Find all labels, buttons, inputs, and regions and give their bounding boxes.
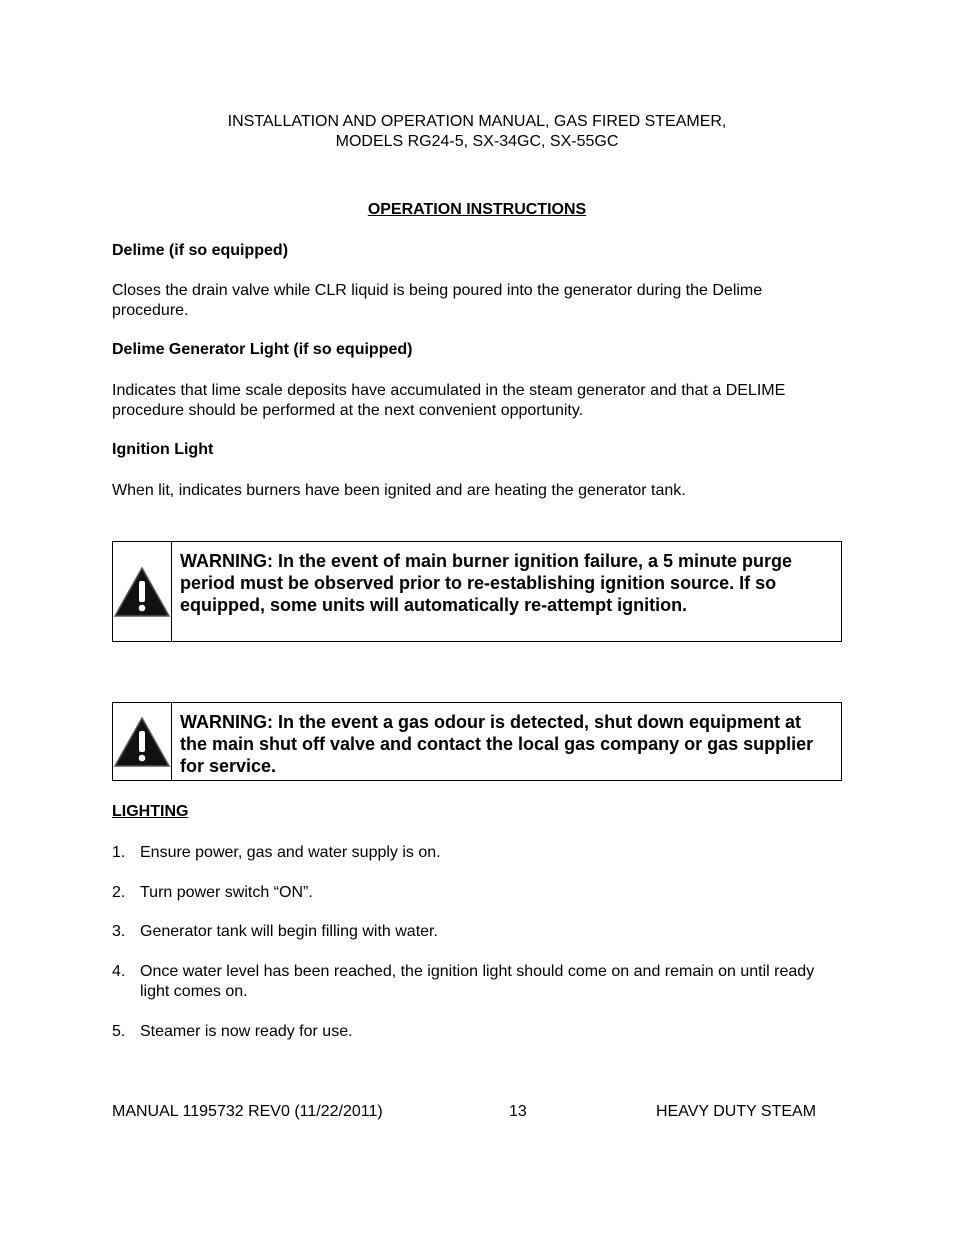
header-line-2: MODELS RG24-5, SX-34GC, SX-55GC bbox=[335, 133, 619, 150]
warning-box-ignition bbox=[112, 541, 842, 642]
item-title-ignition-light: Ignition Light bbox=[112, 441, 214, 458]
step-number: 5. bbox=[112, 1023, 126, 1040]
header-line-1: INSTALLATION AND OPERATION MANUAL, GAS FIRED STEAMER, bbox=[227, 113, 727, 130]
footer-manual: MANUAL 1195732 REV0 (11/22/2011) bbox=[112, 1103, 383, 1120]
warning-icon-cell bbox=[113, 542, 172, 641]
item-title-delime: Delime (if so equipped) bbox=[112, 242, 289, 259]
item-text-delime-generator-light: Indicates that lime scale deposits have accumulated in the steam generator and that a DELIME procedure should be performed at the next convenient opportunity. bbox=[112, 382, 786, 419]
warning-icon-cell bbox=[113, 703, 172, 780]
step-text: Turn power switch “ON”. bbox=[140, 884, 313, 901]
item-text-delime: Closes the drain valve while CLR liquid is being poured into the generator during the Delime procedure. bbox=[112, 282, 763, 319]
step-text: Once water level has been reached, the ignition light should come on and remain on until ready light comes on. bbox=[140, 963, 815, 1000]
document-header bbox=[0, 112, 954, 152]
list-item bbox=[112, 883, 842, 903]
warning-triangle-icon bbox=[113, 566, 171, 618]
footer-brand: HEAVY DUTY STEAM bbox=[656, 1103, 817, 1120]
list-item bbox=[112, 1022, 842, 1042]
warning-box-gas-odour bbox=[112, 702, 842, 781]
lighting-title: LIGHTING bbox=[112, 803, 189, 820]
item-title-delime-generator-light: Delime Generator Light (if so equipped) bbox=[112, 341, 413, 358]
step-text: Ensure power, gas and water supply is on. bbox=[140, 844, 441, 861]
step-text: Steamer is now ready for use. bbox=[140, 1023, 353, 1040]
section-title: OPERATION INSTRUCTIONS bbox=[367, 201, 587, 218]
list-item bbox=[112, 962, 842, 1002]
step-number: 2. bbox=[112, 884, 126, 901]
step-number: 3. bbox=[112, 923, 126, 940]
step-text: Generator tank will begin filling with water. bbox=[140, 923, 438, 940]
step-number: 1. bbox=[112, 844, 126, 861]
warning-triangle-icon bbox=[113, 716, 171, 768]
warning-text-gas-odour: WARNING: In the event a gas odour is detected, shut down equipment at the main shut off valve and contact the local gas company or gas supplier for service. bbox=[180, 712, 814, 776]
warning-text-ignition: WARNING: In the event of main burner ignition failure, a 5 minute purge period must be observed prior to re-establishing ignition source. If so equipped, some units will automatically re-attempt ignition. bbox=[180, 551, 793, 615]
footer-page-number: 13 bbox=[509, 1103, 527, 1120]
item-text-ignition-light: When lit, indicates burners have been ignited and are heating the generator tank. bbox=[112, 482, 686, 499]
step-number: 4. bbox=[112, 963, 126, 980]
list-item bbox=[112, 843, 842, 863]
list-item bbox=[112, 922, 842, 942]
